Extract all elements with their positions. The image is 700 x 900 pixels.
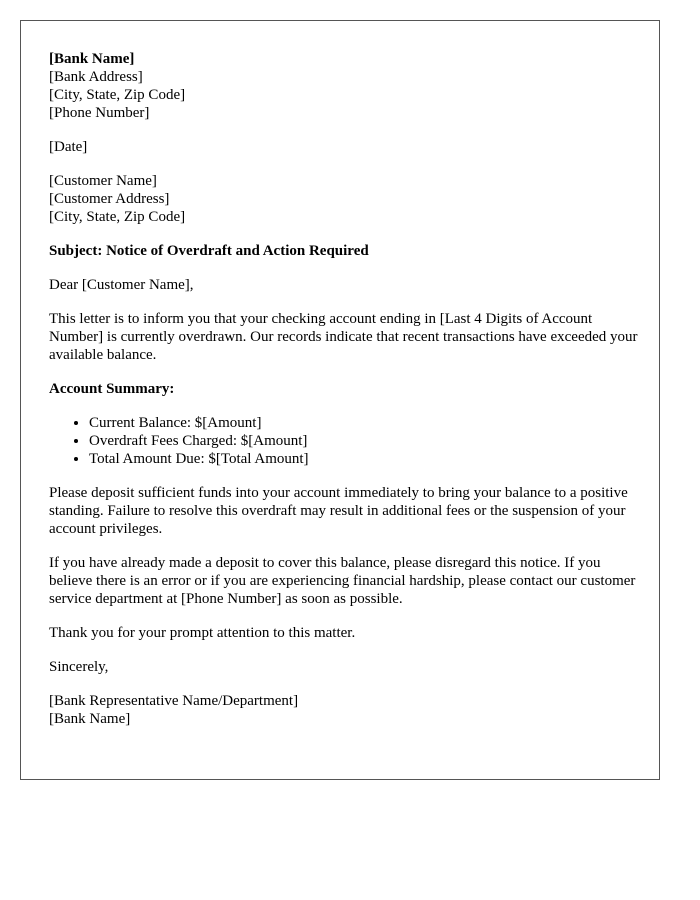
- summary-item-overdraft-fees: • Overdraft Fees Charged: $[Amount]: [89, 432, 639, 450]
- summary-item-total-due: • Total Amount Due: $[Total Amount]: [89, 450, 639, 468]
- signature-representative: [Bank Representative Name/Department]: [49, 693, 299, 709]
- customer-address: [Customer Address]: [49, 191, 170, 207]
- summary-item-current-balance: • Current Balance: $[Amount]: [89, 414, 639, 432]
- thanks-paragraph: Thank you for your prompt attention to this matter.: [49, 625, 356, 641]
- letter-page: [20, 20, 660, 780]
- account-summary-list: [49, 414, 639, 468]
- customer-city-state-zip: [City, State, Zip Code]: [49, 209, 186, 225]
- bank-name: [Bank Name]: [49, 51, 135, 67]
- closing: Sincerely,: [49, 659, 109, 675]
- contact-paragraph: If you have already made a deposit to cover this balance, please disregard this notice. If you believe there is an error or if you are experiencing financial hardship, please contact our customer service department at [Phone Number] as soon as possible.: [49, 555, 636, 607]
- action-paragraph: Please deposit sufficient funds into your account immediately to bring your balance to a positive standing. Failure to resolve this overdraft may result in additional fees or the suspension of your account privileges.: [49, 485, 628, 537]
- subject-line: Subject: Notice of Overdraft and Action Required: [49, 243, 369, 259]
- customer-name: [Customer Name]: [49, 173, 157, 189]
- bank-city-state-zip: [City, State, Zip Code]: [49, 87, 186, 103]
- intro-paragraph: This letter is to inform you that your checking account ending in [Last 4 Digits of Account Number] is currently overdrawn. Our records indicate that recent transactions have exceeded your available balance.: [49, 311, 638, 363]
- letter-date: [Date]: [49, 139, 88, 155]
- letter-body: [49, 50, 639, 744]
- bank-header: [49, 50, 639, 122]
- account-summary-heading: Account Summary:: [49, 381, 175, 397]
- bank-phone: [Phone Number]: [49, 105, 150, 121]
- customer-block: [49, 172, 639, 226]
- letter-date-block: [49, 138, 639, 156]
- bank-address: [Bank Address]: [49, 69, 143, 85]
- signature-block: [49, 692, 639, 728]
- signature-bank-name: [Bank Name]: [49, 711, 131, 727]
- salutation: Dear [Customer Name],: [49, 277, 194, 293]
